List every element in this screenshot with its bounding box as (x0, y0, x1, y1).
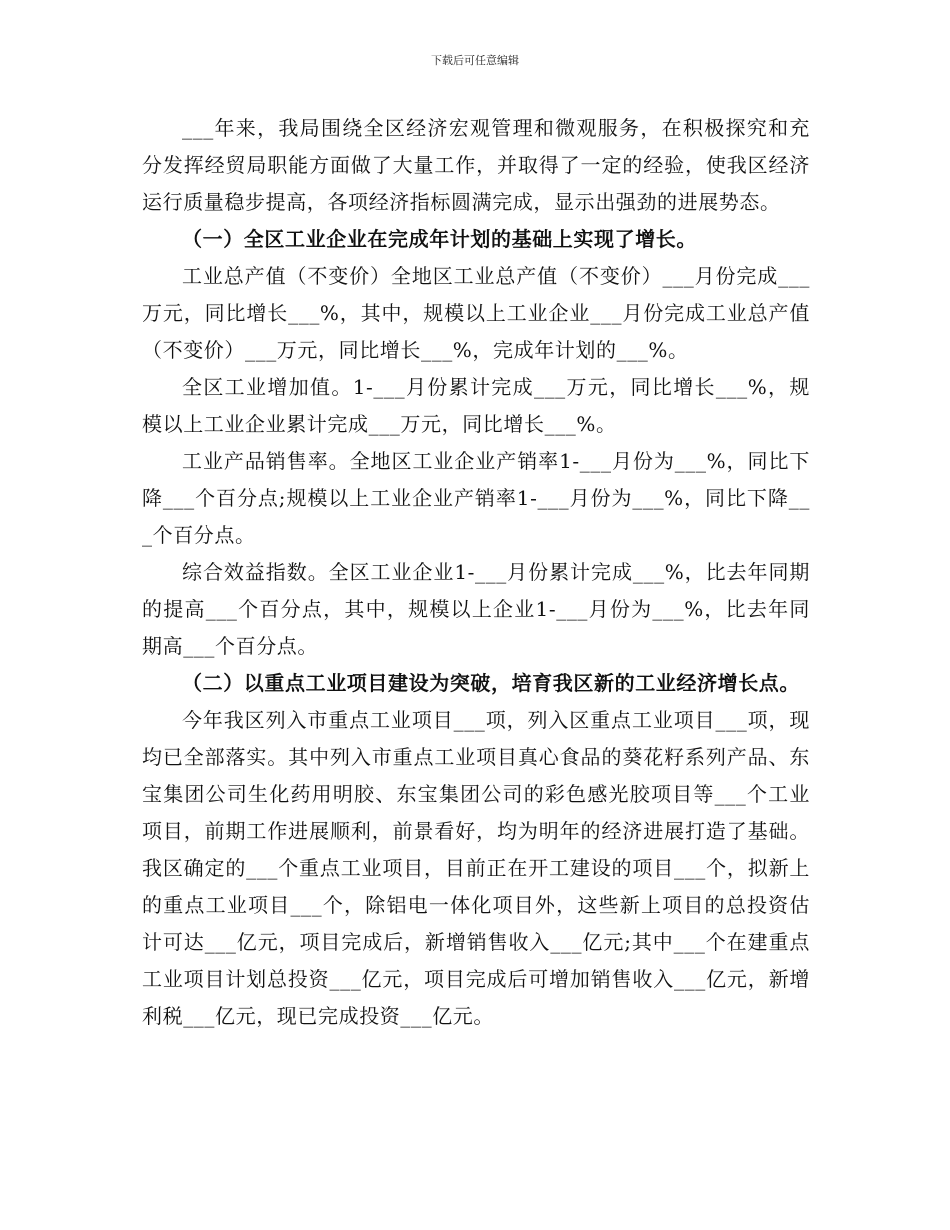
paragraph-industrial-output: 工业总产值（不变价）全地区工业总产值（不变价）___月份完成___万元，同比增长___%，其中，规模以上工业企业___月份完成工业总产值（不变价）___万元，同比增长___%，完成年计划的___%。 (142, 264, 810, 362)
paragraph-intro: ___年来，我局围绕全区经济宏观管理和微观服务，在积极探究和充分发挥经贸局职能方面做了大量工作，并取得了一定的经验，使我区经济运行质量稳步提高，各项经济指标圆满完成，显示出强劲的进展势态。 (142, 116, 810, 214)
paragraph-key-projects: 今年我区列入市重点工业项目___项，列入区重点工业项目___项，现均已全部落实。其中列入市重点工业项目真心食品的葵花籽系列产品、东宝集团公司生化药用明胶、东宝集团公司的彩色感光胶项目等___个工业项目，前期工作进展顺利，前景看好，均为明年的经济进展打造了基础。我区确定的___个重点工业项目，目前正在开工建设的项目___个，拟新上的重点工业项目___个，除铝电一体化项目外，这些新上项目的总投资估计可达___亿元，项目完成后，新增销售收入___亿元;其中___个在建重点工业项目计划总投资___亿元，项目完成后可增加销售收入___亿元，新增利税___亿元，现已完成投资___亿元。 (142, 708, 810, 1028)
paragraph-sales-rate: 工业产品销售率。全地区工业企业产销率1-___月份为___%，同比下降___个百分点;规模以上工业企业产销率1-___月份为___%，同比下降___个百分点。 (142, 449, 810, 547)
paragraph-added-value: 全区工业增加值。1-___月份累计完成___万元，同比增长___%，规模以上工业企业累计完成___万元，同比增长___%。 (142, 375, 810, 436)
section-heading-2: （二）以重点工业项目建设为突破，培育我区新的工业经济增长点。 (182, 671, 800, 695)
section-heading-1: （一）全区工业企业在完成年计划的基础上实现了增长。 (182, 227, 697, 251)
document-body (142, 110, 810, 1035)
paragraph-efficiency-index: 综合效益指数。全区工业企业1-___月份累计完成___%，比去年同期的提高___个百分点，其中，规模以上企业1-___月份为___%，比去年同期高___个百分点。 (142, 560, 810, 658)
page-header: 下载后可任意编辑 (431, 54, 519, 67)
